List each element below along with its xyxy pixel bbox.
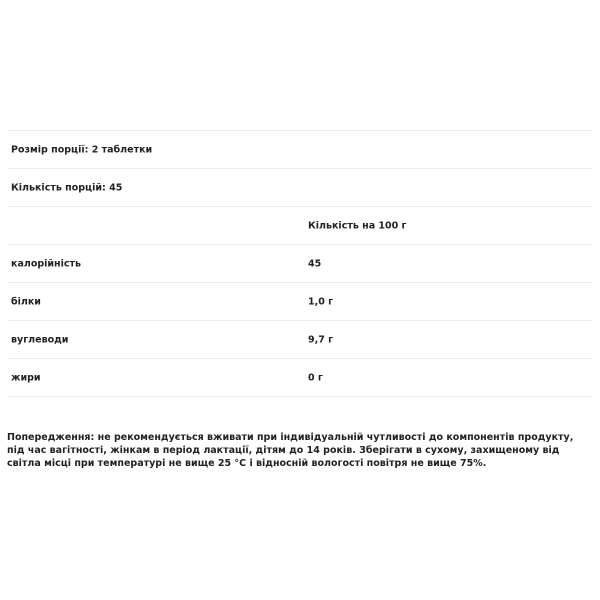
warning-text: Попередження: не рекомендується вживати при індивідуальній чутливості до компонентів продукту, під час вагітності, жінкам в період лактації, дітям до 14 років. Зберігати в сухому, захищеному від світла місці при температурі не вище 25 °С і відносній вологості повітря не вище 75%.	[7, 432, 574, 469]
nutrient-value: 0 г	[308, 372, 323, 383]
serving-size-row	[7, 131, 593, 169]
nutrient-label: білки	[11, 296, 41, 307]
table-row	[7, 359, 593, 397]
table-row	[7, 283, 593, 321]
serving-count-row	[7, 169, 593, 207]
nutrient-value: 9,7 г	[308, 334, 334, 345]
serving-count-label: Кількість порцій:	[11, 182, 106, 193]
nutrient-label: вуглеводи	[11, 334, 69, 345]
table-header-row	[7, 207, 593, 245]
nutrient-label: жири	[11, 372, 41, 383]
table-row	[7, 245, 593, 283]
amount-per-100g-header: Кількість на 100 г	[308, 220, 407, 231]
serving-count-value: 45	[109, 182, 123, 193]
serving-size-text	[11, 144, 152, 155]
nutrition-table	[7, 130, 593, 397]
serving-size-value: 2 таблетки	[91, 144, 153, 155]
nutrient-value: 45	[308, 258, 322, 269]
table-row	[7, 321, 593, 359]
nutrient-value: 1,0 г	[308, 296, 334, 307]
serving-size-label: Розмір порції:	[11, 144, 89, 155]
nutrient-label: калорійність	[11, 258, 82, 269]
serving-count-text	[11, 182, 122, 193]
